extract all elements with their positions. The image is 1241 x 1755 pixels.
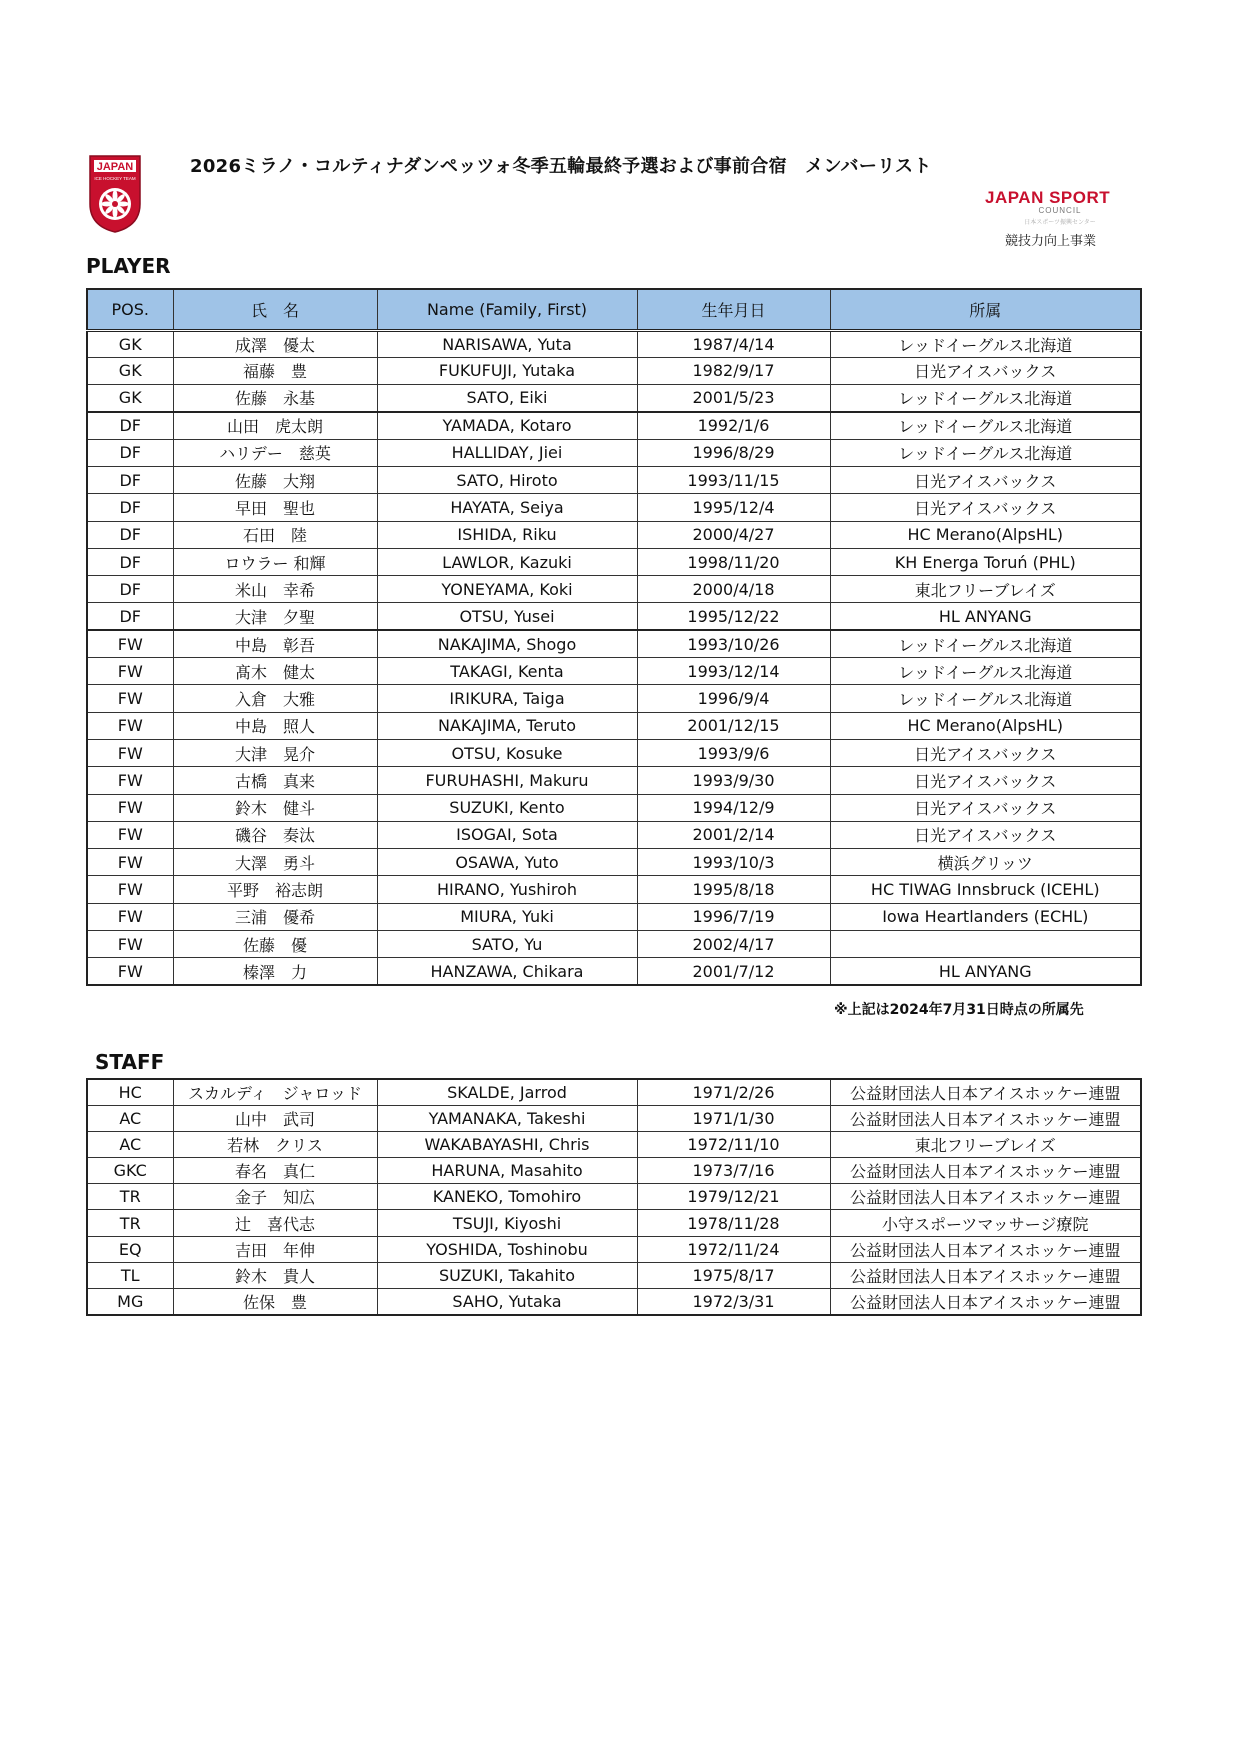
cell-team: レッドイーグルス北海道 (830, 385, 1141, 412)
cell-pos: FW (87, 630, 173, 657)
sponsor-name: JAPAN SPORT (985, 188, 1111, 207)
table-row (87, 330, 1141, 357)
cell-name-jp: 福藤 豊 (173, 357, 377, 384)
cell-team: 公益財団法人日本アイスホッケー連盟 (830, 1079, 1141, 1105)
cell-pos: DF (87, 494, 173, 521)
cell-pos: FW (87, 849, 173, 876)
cell-name-en: LAWLOR, Kazuki (377, 548, 637, 575)
cell-name-en: YONEYAMA, Koki (377, 576, 637, 603)
cell-name-jp: 早田 聖也 (173, 494, 377, 521)
cell-team: 公益財団法人日本アイスホッケー連盟 (830, 1105, 1141, 1131)
cell-team: HC Merano(AlpsHL) (830, 712, 1141, 739)
table-row (87, 712, 1141, 739)
cell-name-en: HARUNA, Masahito (377, 1158, 637, 1184)
cell-team: レッドイーグルス北海道 (830, 630, 1141, 657)
cell-name-en: FUKUFUJI, Yutaka (377, 357, 637, 384)
table-row (87, 685, 1141, 712)
cell-name-en: ISOGAI, Sota (377, 821, 637, 848)
table-row (87, 767, 1141, 794)
table-row (87, 931, 1141, 958)
cell-dob: 1979/12/21 (637, 1184, 830, 1210)
player-table-body (87, 330, 1141, 985)
column-header-pos: POS. (87, 289, 173, 330)
cell-pos: DF (87, 466, 173, 493)
cell-dob: 1972/11/10 (637, 1131, 830, 1157)
cell-dob: 1993/9/6 (637, 739, 830, 766)
cell-name-jp: 佐藤 大翔 (173, 466, 377, 493)
table-row (87, 958, 1141, 985)
cell-team: 公益財団法人日本アイスホッケー連盟 (830, 1289, 1141, 1315)
cell-team: 日光アイスバックス (830, 739, 1141, 766)
cell-dob: 1996/9/4 (637, 685, 830, 712)
cell-pos: AC (87, 1131, 173, 1157)
cell-team: レッドイーグルス北海道 (830, 658, 1141, 685)
cell-team: 東北フリーブレイズ (830, 1131, 1141, 1157)
cell-pos: MG (87, 1289, 173, 1315)
table-row (87, 494, 1141, 521)
cell-name-en: HALLIDAY, Jiei (377, 439, 637, 466)
cell-dob: 1972/11/24 (637, 1236, 830, 1262)
table-row (87, 1079, 1141, 1105)
cell-name-jp: 佐藤 永基 (173, 385, 377, 412)
table-row (87, 1131, 1141, 1157)
cell-dob: 1993/9/30 (637, 767, 830, 794)
cell-name-jp: 春名 真仁 (173, 1158, 377, 1184)
cell-name-en: YOSHIDA, Toshinobu (377, 1236, 637, 1262)
cell-dob: 1995/12/4 (637, 494, 830, 521)
table-row (87, 903, 1141, 930)
cell-name-jp: 鈴木 貴人 (173, 1262, 377, 1288)
cell-pos: GK (87, 385, 173, 412)
cell-team: 日光アイスバックス (830, 357, 1141, 384)
cell-name-jp: 佐藤 優 (173, 931, 377, 958)
cell-dob: 1973/7/16 (637, 1158, 830, 1184)
cell-pos: FW (87, 876, 173, 903)
cell-dob: 1996/7/19 (637, 903, 830, 930)
cell-name-jp: 金子 知広 (173, 1184, 377, 1210)
cell-dob: 2001/5/23 (637, 385, 830, 412)
cell-dob: 1995/8/18 (637, 876, 830, 903)
cell-dob: 1998/11/20 (637, 548, 830, 575)
cell-dob: 1996/8/29 (637, 439, 830, 466)
cell-team: 小守スポーツマッサージ療院 (830, 1210, 1141, 1236)
cell-name-jp: ハリデー 慈英 (173, 439, 377, 466)
cell-name-jp: 中島 照人 (173, 712, 377, 739)
cell-team: レッドイーグルス北海道 (830, 330, 1141, 357)
cell-name-en: NAKAJIMA, Teruto (377, 712, 637, 739)
cell-dob: 1971/1/30 (637, 1105, 830, 1131)
table-row (87, 1210, 1141, 1236)
cell-name-jp: 髙木 健太 (173, 658, 377, 685)
cell-name-jp: 米山 幸希 (173, 576, 377, 603)
cell-team: Iowa Heartlanders (ECHL) (830, 903, 1141, 930)
cell-name-en: YAMANAKA, Takeshi (377, 1105, 637, 1131)
cell-pos: DF (87, 603, 173, 630)
cell-name-en: SUZUKI, Takahito (377, 1262, 637, 1288)
cell-name-jp: 若林 クリス (173, 1131, 377, 1157)
cell-dob: 2000/4/27 (637, 521, 830, 548)
table-row (87, 603, 1141, 630)
cell-team: KH Energa Toruń (PHL) (830, 548, 1141, 575)
cell-name-jp: 石田 陸 (173, 521, 377, 548)
cell-name-jp: 古橋 真来 (173, 767, 377, 794)
cell-name-en: TSUJI, Kiyoshi (377, 1210, 637, 1236)
cell-name-jp: 山田 虎太朗 (173, 412, 377, 439)
cell-name-jp: 佐保 豊 (173, 1289, 377, 1315)
cell-pos: FW (87, 903, 173, 930)
cell-dob: 1994/12/9 (637, 794, 830, 821)
cell-pos: DF (87, 439, 173, 466)
table-row (87, 630, 1141, 657)
table-row (87, 576, 1141, 603)
table-row (87, 412, 1141, 439)
cell-pos: FW (87, 794, 173, 821)
cell-name-jp: 大津 夕聖 (173, 603, 377, 630)
cell-dob: 1978/11/28 (637, 1210, 830, 1236)
cell-team: 日光アイスバックス (830, 767, 1141, 794)
cell-pos: FW (87, 958, 173, 985)
cell-name-en: SUZUKI, Kento (377, 794, 637, 821)
cell-dob: 2000/4/18 (637, 576, 830, 603)
cell-name-jp: 平野 裕志朗 (173, 876, 377, 903)
cell-name-en: FURUHASHI, Makuru (377, 767, 637, 794)
cell-name-jp: 磯谷 奏汰 (173, 821, 377, 848)
cell-name-jp: 辻 喜代志 (173, 1210, 377, 1236)
cell-team: 日光アイスバックス (830, 794, 1141, 821)
cell-team: レッドイーグルス北海道 (830, 412, 1141, 439)
cell-name-en: SATO, Eiki (377, 385, 637, 412)
cell-dob: 2001/12/15 (637, 712, 830, 739)
cell-pos: FW (87, 739, 173, 766)
table-row (87, 1158, 1141, 1184)
column-header-name-jp: 氏 名 (173, 289, 377, 330)
table-row (87, 1289, 1141, 1315)
cell-dob: 1972/3/31 (637, 1289, 830, 1315)
cell-pos: TL (87, 1262, 173, 1288)
cell-name-jp: 入倉 大雅 (173, 685, 377, 712)
japan-sport-council-logo (985, 188, 1145, 249)
cell-team: 公益財団法人日本アイスホッケー連盟 (830, 1184, 1141, 1210)
cell-team: 日光アイスバックス (830, 466, 1141, 493)
cell-dob: 1987/4/14 (637, 330, 830, 357)
table-row (87, 439, 1141, 466)
cell-name-en: WAKABAYASHI, Chris (377, 1131, 637, 1157)
cell-dob: 2001/2/14 (637, 821, 830, 848)
cell-team: HL ANYANG (830, 603, 1141, 630)
cell-pos: FW (87, 712, 173, 739)
table-row (87, 821, 1141, 848)
cell-name-en: KANEKO, Tomohiro (377, 1184, 637, 1210)
cell-team: 公益財団法人日本アイスホッケー連盟 (830, 1262, 1141, 1288)
cell-pos: DF (87, 548, 173, 575)
table-row (87, 876, 1141, 903)
cell-team: HL ANYANG (830, 958, 1141, 985)
cell-pos: DF (87, 412, 173, 439)
cell-team: 公益財団法人日本アイスホッケー連盟 (830, 1158, 1141, 1184)
cell-pos: TR (87, 1210, 173, 1236)
cell-dob: 1971/2/26 (637, 1079, 830, 1105)
logo-subtext: ICE HOCKEY TEAM (94, 176, 136, 181)
cell-pos: FW (87, 767, 173, 794)
cell-name-en: SAHO, Yutaka (377, 1289, 637, 1315)
cell-dob: 1993/10/26 (637, 630, 830, 657)
cell-team: HC TIWAG Innsbruck (ICEHL) (830, 876, 1141, 903)
column-header-dob: 生年月日 (637, 289, 830, 330)
cell-name-en: SATO, Yu (377, 931, 637, 958)
cell-pos: AC (87, 1105, 173, 1131)
cell-pos: FW (87, 931, 173, 958)
cell-name-en: ISHIDA, Riku (377, 521, 637, 548)
cell-dob: 1982/9/17 (637, 357, 830, 384)
cell-name-jp: 成澤 優太 (173, 330, 377, 357)
table-row (87, 385, 1141, 412)
cell-name-en: NARISAWA, Yuta (377, 330, 637, 357)
cell-name-en: HAYATA, Seiya (377, 494, 637, 521)
cell-dob: 1993/11/15 (637, 466, 830, 493)
logo-japan-text: JAPAN (96, 161, 134, 173)
cell-name-jp: ロウラー 和輝 (173, 548, 377, 575)
cell-dob: 1975/8/17 (637, 1262, 830, 1288)
cell-pos: GKC (87, 1158, 173, 1184)
table-row (87, 849, 1141, 876)
table-row (87, 794, 1141, 821)
cell-name-en: IRIKURA, Taiga (377, 685, 637, 712)
staff-table (86, 1078, 1142, 1316)
sponsor-subtext: 日本スポーツ振興センター (1024, 220, 1096, 226)
cell-name-en: YAMADA, Kotaro (377, 412, 637, 439)
cell-name-en: OTSU, Kosuke (377, 739, 637, 766)
sponsor-council: COUNCIL (1038, 206, 1082, 215)
cell-name-en: HIRANO, Yushiroh (377, 876, 637, 903)
cell-pos: FW (87, 658, 173, 685)
cell-name-jp: 榛澤 力 (173, 958, 377, 985)
cell-name-jp: 中島 彰吾 (173, 630, 377, 657)
cell-name-jp: 吉田 年伸 (173, 1236, 377, 1262)
cell-team: 日光アイスバックス (830, 494, 1141, 521)
table-row (87, 1184, 1141, 1210)
cell-name-en: SKALDE, Jarrod (377, 1079, 637, 1105)
cell-dob: 1992/1/6 (637, 412, 830, 439)
cell-team (830, 931, 1141, 958)
cell-dob: 1995/12/22 (637, 603, 830, 630)
cell-team: HC Merano(AlpsHL) (830, 521, 1141, 548)
cell-pos: GK (87, 357, 173, 384)
cell-name-en: NAKAJIMA, Shogo (377, 630, 637, 657)
cell-name-en: OSAWA, Yuto (377, 849, 637, 876)
cell-name-en: MIURA, Yuki (377, 903, 637, 930)
column-header-team: 所属 (830, 289, 1141, 330)
cell-name-jp: スカルディ ジャロッド (173, 1079, 377, 1105)
document-title: 2026ミラノ・コルティナダンペッツォ冬季五輪最終予選および事前合宿 メンバーリスト (190, 156, 932, 177)
cell-name-en: SATO, Hiroto (377, 466, 637, 493)
cell-pos: DF (87, 521, 173, 548)
table-row (87, 521, 1141, 548)
cell-name-en: OTSU, Yusei (377, 603, 637, 630)
cell-dob: 2001/7/12 (637, 958, 830, 985)
affiliation-note: ※上記は2024年7月31日時点の所属先 (834, 1002, 1084, 1018)
cell-name-jp: 鈴木 健斗 (173, 794, 377, 821)
table-row (87, 466, 1141, 493)
cell-name-jp: 山中 武司 (173, 1105, 377, 1131)
cell-pos: TR (87, 1184, 173, 1210)
cell-team: 公益財団法人日本アイスホッケー連盟 (830, 1236, 1141, 1262)
cell-pos: FW (87, 821, 173, 848)
cell-name-jp: 大津 晃介 (173, 739, 377, 766)
cell-team: レッドイーグルス北海道 (830, 439, 1141, 466)
table-row (87, 658, 1141, 685)
cell-dob: 1993/12/14 (637, 658, 830, 685)
column-header-name-en: Name (Family, First) (377, 289, 637, 330)
cell-team: 東北フリーブレイズ (830, 576, 1141, 603)
cell-name-jp: 三浦 優希 (173, 903, 377, 930)
table-row (87, 357, 1141, 384)
table-row (87, 548, 1141, 575)
cell-team: 横浜グリッツ (830, 849, 1141, 876)
player-table (86, 288, 1142, 986)
cell-pos: HC (87, 1079, 173, 1105)
cell-dob: 1993/10/3 (637, 849, 830, 876)
table-row (87, 1262, 1141, 1288)
cell-team: レッドイーグルス北海道 (830, 685, 1141, 712)
cell-pos: EQ (87, 1236, 173, 1262)
japan-ice-hockey-logo (86, 152, 144, 234)
staff-section-label: STAFF (95, 1050, 165, 1074)
staff-table-body (87, 1079, 1141, 1315)
cell-pos: GK (87, 330, 173, 357)
table-row (87, 739, 1141, 766)
player-section-label: PLAYER (86, 254, 171, 278)
cell-name-jp: 大澤 勇斗 (173, 849, 377, 876)
cell-name-en: HANZAWA, Chikara (377, 958, 637, 985)
cell-dob: 2002/4/17 (637, 931, 830, 958)
cell-pos: FW (87, 685, 173, 712)
sponsor-project: 競技力向上事業 (1005, 234, 1097, 249)
cell-name-en: TAKAGI, Kenta (377, 658, 637, 685)
player-table-header (87, 289, 1141, 330)
table-row (87, 1105, 1141, 1131)
table-row (87, 1236, 1141, 1262)
cell-pos: DF (87, 576, 173, 603)
cell-team: 日光アイスバックス (830, 821, 1141, 848)
